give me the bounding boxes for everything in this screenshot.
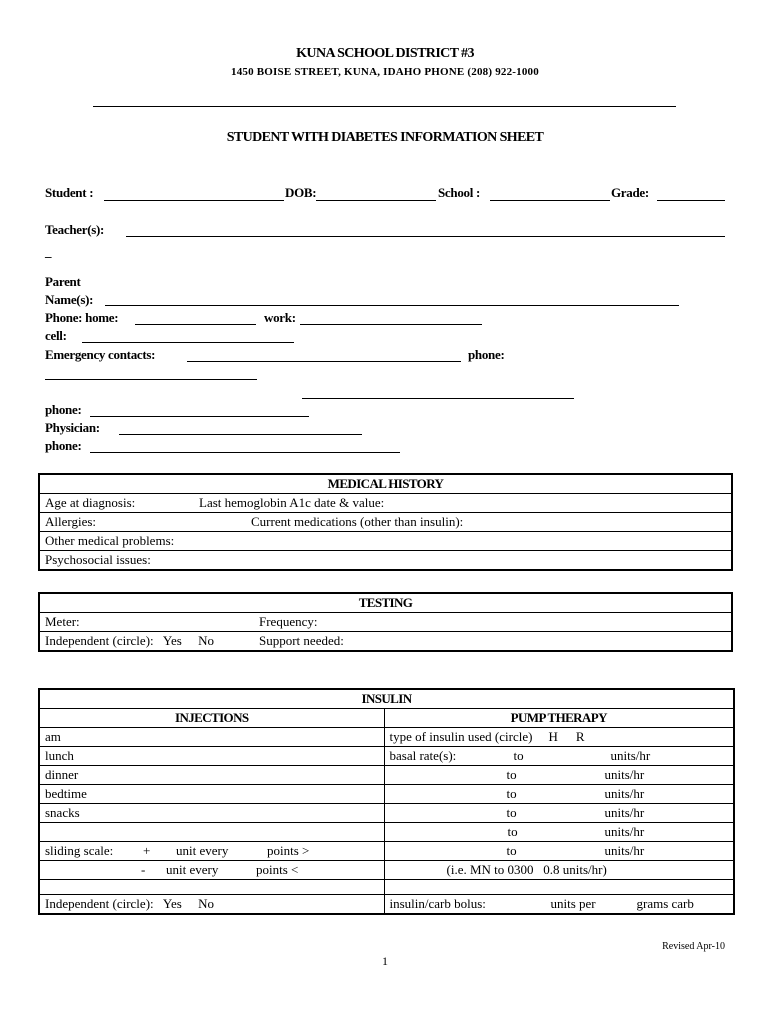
teachers-label: Teacher(s): bbox=[45, 222, 105, 237]
insulin-title: INSULIN bbox=[39, 689, 734, 709]
age-label: Age at diagnosis: bbox=[45, 495, 136, 510]
units-hr-label: units/hr bbox=[604, 843, 645, 858]
parent-label: Parent bbox=[45, 274, 81, 289]
physician-label: Physician: bbox=[45, 420, 100, 435]
insulin-independent-label: Independent (circle): Yes No bbox=[45, 896, 214, 911]
basal-row-3[interactable] bbox=[384, 785, 734, 804]
type-label: type of insulin used (circle) bbox=[389, 729, 533, 744]
units-hr-label: units/hr bbox=[610, 748, 651, 763]
inj-blank[interactable] bbox=[39, 823, 384, 842]
revised-note: Revised Apr-10 bbox=[662, 941, 725, 952]
current-meds-label: Current medications (other than insulin): bbox=[251, 514, 464, 529]
testing-table bbox=[38, 592, 733, 652]
to-label: to bbox=[506, 786, 517, 801]
other-problems-row[interactable] bbox=[39, 532, 732, 551]
to-label: to bbox=[506, 805, 517, 820]
phone-home-label: Phone: home: bbox=[45, 310, 119, 325]
unit-every-label: unit every bbox=[166, 862, 219, 877]
physician-phone-label: phone: bbox=[45, 438, 82, 453]
support-label: Support needed: bbox=[259, 633, 344, 648]
page-number: 1 bbox=[382, 954, 388, 968]
units-hr-label: units/hr bbox=[604, 824, 645, 839]
to-label: to bbox=[513, 748, 524, 763]
points-gt-label: points > bbox=[267, 843, 310, 858]
school-field[interactable] bbox=[490, 200, 610, 201]
pump-type-row[interactable] bbox=[384, 728, 734, 747]
basal-label: basal rate(s): bbox=[389, 748, 457, 763]
student-field[interactable] bbox=[104, 200, 284, 201]
phone-work-field[interactable] bbox=[300, 324, 482, 325]
points-lt-label: points < bbox=[256, 862, 299, 877]
dob-field[interactable] bbox=[316, 200, 436, 201]
testing-independent-label: Independent (circle): Yes No bbox=[45, 633, 214, 648]
psychosocial-label: Psychosocial issues: bbox=[45, 552, 151, 567]
teachers-field[interactable] bbox=[126, 236, 725, 237]
unit-every-label: unit every bbox=[176, 843, 229, 858]
sliding-label: sliding scale: bbox=[45, 843, 114, 858]
pump-spacer bbox=[384, 880, 734, 895]
inj-lunch[interactable]: lunch bbox=[39, 747, 384, 766]
school-label: School : bbox=[438, 185, 481, 200]
medical-history-table bbox=[38, 473, 733, 571]
units-per-label: units per bbox=[550, 896, 596, 911]
sliding-scale-minus-row[interactable] bbox=[39, 861, 384, 880]
inj-am[interactable]: am bbox=[39, 728, 384, 747]
basal-row-4[interactable] bbox=[384, 804, 734, 823]
allergies-row[interactable] bbox=[39, 513, 732, 532]
basal-example: (i.e. MN to 0300 0.8 units/hr) bbox=[446, 862, 607, 877]
sliding-scale-plus-row[interactable] bbox=[39, 842, 384, 861]
psychosocial-row[interactable] bbox=[39, 551, 732, 571]
dob-label: DOB: bbox=[285, 185, 317, 200]
district-address: 1450 BOISE STREET, KUNA, IDAHO PHONE (208) 922-1000 bbox=[231, 66, 539, 78]
parent-names-label: Name(s): bbox=[45, 292, 94, 307]
phone-home-field[interactable] bbox=[135, 324, 256, 325]
medical-history-title: MEDICAL HISTORY bbox=[39, 474, 732, 494]
phone-work-label: work: bbox=[264, 310, 296, 325]
physician-phone-field[interactable] bbox=[90, 452, 400, 453]
type-h-option[interactable]: H bbox=[548, 729, 558, 744]
units-hr-label: units/hr bbox=[604, 767, 645, 782]
meter-label: Meter: bbox=[45, 614, 80, 629]
meter-row[interactable] bbox=[39, 613, 732, 632]
insulin-independent-row[interactable] bbox=[39, 895, 384, 915]
grade-field[interactable] bbox=[657, 200, 725, 201]
parent-names-field[interactable] bbox=[105, 305, 679, 306]
physician-field[interactable] bbox=[119, 434, 362, 435]
inj-dinner[interactable]: dinner bbox=[39, 766, 384, 785]
emergency-phone-field[interactable] bbox=[45, 379, 257, 380]
basal-row-5[interactable] bbox=[384, 823, 734, 842]
allergies-label: Allergies: bbox=[45, 514, 97, 529]
age-hemoglobin-row[interactable] bbox=[39, 494, 732, 513]
testing-title: TESTING bbox=[39, 593, 732, 613]
basal-example-row bbox=[384, 861, 734, 880]
phone2-label: phone: bbox=[45, 402, 82, 417]
plus-sign: + bbox=[143, 843, 151, 858]
insulin-table bbox=[38, 688, 735, 915]
sheet-title: STUDENT WITH DIABETES INFORMATION SHEET bbox=[226, 130, 544, 145]
units-hr-label: units/hr bbox=[604, 786, 645, 801]
to-label: to bbox=[507, 824, 518, 839]
bolus-label: insulin/carb bolus: bbox=[389, 896, 486, 911]
student-label: Student : bbox=[45, 185, 94, 200]
to-label: to bbox=[506, 843, 517, 858]
to-label: to bbox=[506, 767, 517, 782]
testing-independent-row[interactable] bbox=[39, 632, 732, 652]
bolus-row[interactable] bbox=[384, 895, 734, 915]
grade-label: Grade: bbox=[611, 185, 649, 200]
type-r-option[interactable]: R bbox=[575, 729, 585, 744]
district-title: KUNA SCHOOL DISTRICT #3 bbox=[296, 46, 474, 61]
basal-row-1[interactable] bbox=[384, 747, 734, 766]
emergency-contact2-field[interactable] bbox=[302, 398, 574, 399]
frequency-label: Frequency: bbox=[259, 614, 318, 629]
other-problems-label: Other medical problems: bbox=[45, 533, 175, 548]
phone2-field[interactable] bbox=[90, 416, 309, 417]
inj-bedtime[interactable]: bedtime bbox=[39, 785, 384, 804]
hemoglobin-label: Last hemoglobin A1c date & value: bbox=[199, 495, 385, 510]
inj-spacer bbox=[39, 880, 384, 895]
inj-snacks[interactable]: snacks bbox=[39, 804, 384, 823]
grams-carb-label: grams carb bbox=[636, 896, 694, 911]
basal-row-6[interactable] bbox=[384, 842, 734, 861]
cell-label: cell: bbox=[45, 328, 67, 343]
injections-header: INJECTIONS bbox=[39, 709, 384, 728]
teachers-continuation: _ bbox=[45, 244, 52, 259]
emergency-label: Emergency contacts: bbox=[45, 347, 156, 362]
basal-row-2[interactable] bbox=[384, 766, 734, 785]
units-hr-label: units/hr bbox=[604, 805, 645, 820]
emergency-field[interactable] bbox=[187, 361, 461, 362]
cell-field[interactable] bbox=[82, 342, 294, 343]
emergency-phone-label: phone: bbox=[468, 347, 505, 362]
minus-sign: - bbox=[141, 862, 146, 877]
header-rule bbox=[93, 106, 676, 107]
pump-header: PUMP THERAPY bbox=[384, 709, 734, 728]
